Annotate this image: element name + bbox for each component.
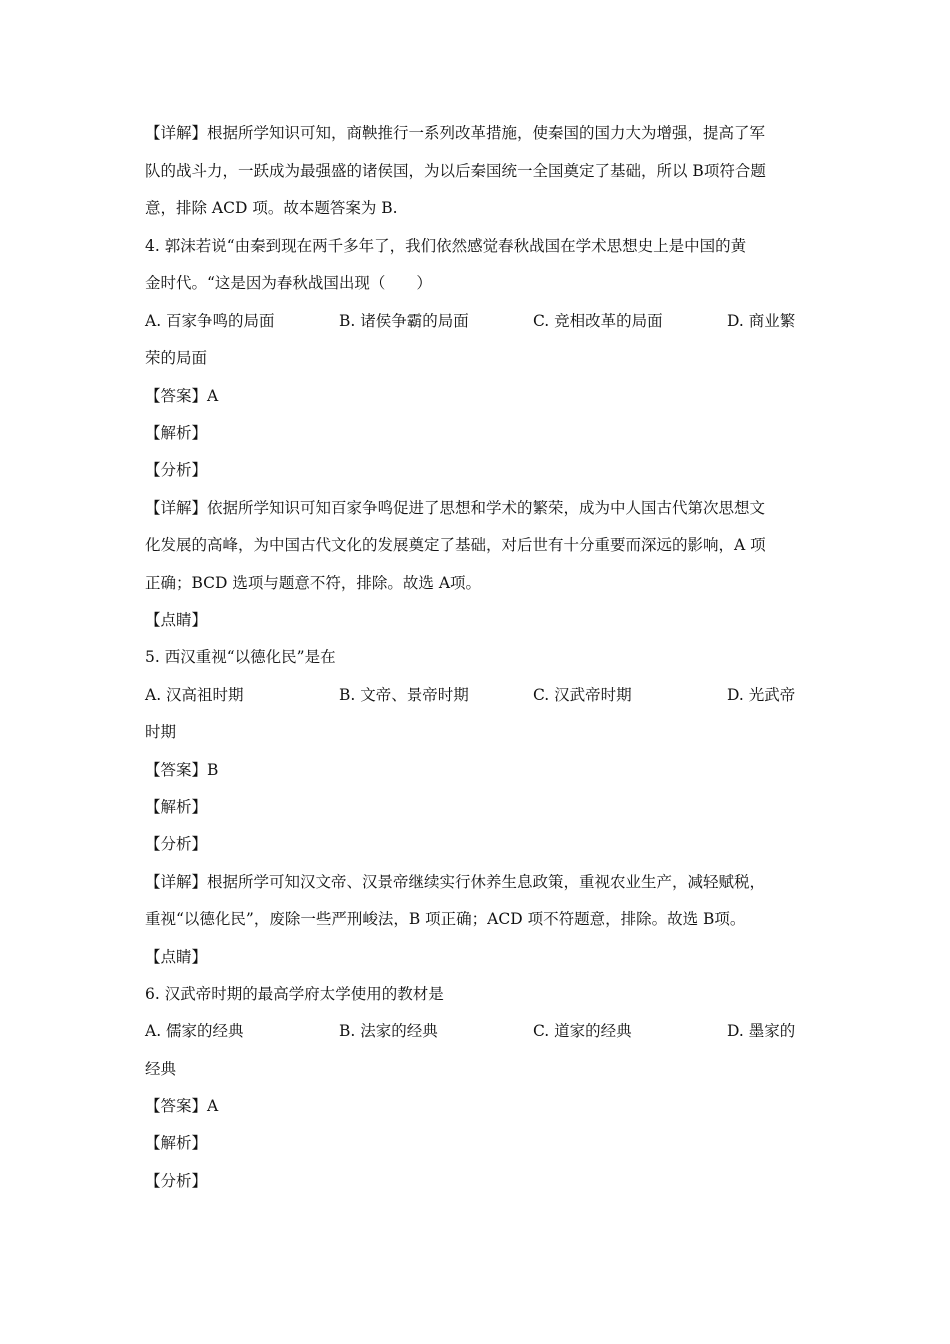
q4-dianjing-heading: 【点睛】 bbox=[145, 611, 208, 629]
q6-option-a: A. 儒家的经典 bbox=[145, 1022, 244, 1040]
q4-stem-line-2: 金时代。“这是因为春秋战国出现（ ） bbox=[145, 274, 432, 292]
q6-answer: 【答案】A bbox=[145, 1097, 219, 1115]
q4-stem-line-1: 4. 郭沫若说“由秦到现在两千多年了，我们依然感觉春秋战国在学术思想史上是中国的黄 bbox=[145, 237, 747, 255]
q6-option-b: B. 法家的经典 bbox=[339, 1022, 438, 1040]
q6-stem: 6. 汉武帝时期的最高学府太学使用的教材是 bbox=[145, 985, 444, 1003]
q4-option-d-continued: 荣的局面 bbox=[145, 349, 208, 367]
q5-option-c: C. 汉武帝时期 bbox=[533, 686, 632, 704]
q4-detail-line-1: 【详解】依据所学知识可知百家争鸣促进了思想和学术的繁荣，成为中人国古代第次思想文 bbox=[145, 499, 766, 517]
q5-option-d: D. 光武帝 bbox=[727, 686, 796, 704]
q5-dianjing-heading: 【点睛】 bbox=[145, 948, 208, 966]
q6-option-d: D. 墨家的 bbox=[727, 1022, 796, 1040]
q4-detail-line-2: 化发展的高峰，为中国古代文化的发展奠定了基础，对后世有十分重要而深远的影响，A 项 bbox=[145, 536, 766, 554]
q6-option-c: C. 道家的经典 bbox=[533, 1022, 632, 1040]
q4-option-c: C. 竞相改革的局面 bbox=[533, 312, 663, 330]
q4-detail-line-3: 正确；BCD 选项与题意不符，排除。故选 A项。 bbox=[145, 574, 482, 592]
q5-option-a: A. 汉高祖时期 bbox=[145, 686, 244, 704]
q6-option-d-continued: 经典 bbox=[145, 1060, 177, 1078]
q4-fenxi-heading: 【分析】 bbox=[145, 461, 208, 479]
q4-option-d: D. 商业繁 bbox=[727, 312, 796, 330]
q4-option-a: A. 百家争鸣的局面 bbox=[145, 312, 275, 330]
q5-option-d-continued: 时期 bbox=[145, 723, 177, 741]
q5-detail-line-1: 【详解】根据所学可知汉文帝、汉景帝继续实行休养生息政策，重视农业生产，减轻赋税， bbox=[145, 873, 766, 891]
q3-detail-line-2: 队的战斗力，一跃成为最强盛的诸侯国，为以后秦国统一全国奠定了基础，所以 B项符合题 bbox=[145, 162, 766, 180]
q5-option-b: B. 文帝、景帝时期 bbox=[339, 686, 469, 704]
q5-answer: 【答案】B bbox=[145, 761, 219, 779]
q4-option-b: B. 诸侯争霸的局面 bbox=[339, 312, 469, 330]
q5-stem: 5. 西汉重视“以德化民”是在 bbox=[145, 648, 336, 666]
q5-fenxi-heading: 【分析】 bbox=[145, 835, 208, 853]
q3-detail-line-3: 意，排除 ACD 项。故本题答案为 B. bbox=[145, 199, 398, 217]
q5-detail-line-2: 重视“以德化民”，废除一些严刑峻法，B 项正确；ACD 项不符题意，排除。故选 B项。 bbox=[145, 910, 746, 928]
q4-analysis-heading: 【解析】 bbox=[145, 424, 208, 442]
q6-analysis-heading: 【解析】 bbox=[145, 1134, 208, 1152]
q4-answer: 【答案】A bbox=[145, 387, 219, 405]
q6-fenxi-heading: 【分析】 bbox=[145, 1172, 208, 1190]
q5-analysis-heading: 【解析】 bbox=[145, 798, 208, 816]
q3-detail-line-1: 【详解】根据所学知识可知，商鞅推行一系列改革措施，使秦国的国力大为增强，提高了军 bbox=[145, 124, 766, 142]
